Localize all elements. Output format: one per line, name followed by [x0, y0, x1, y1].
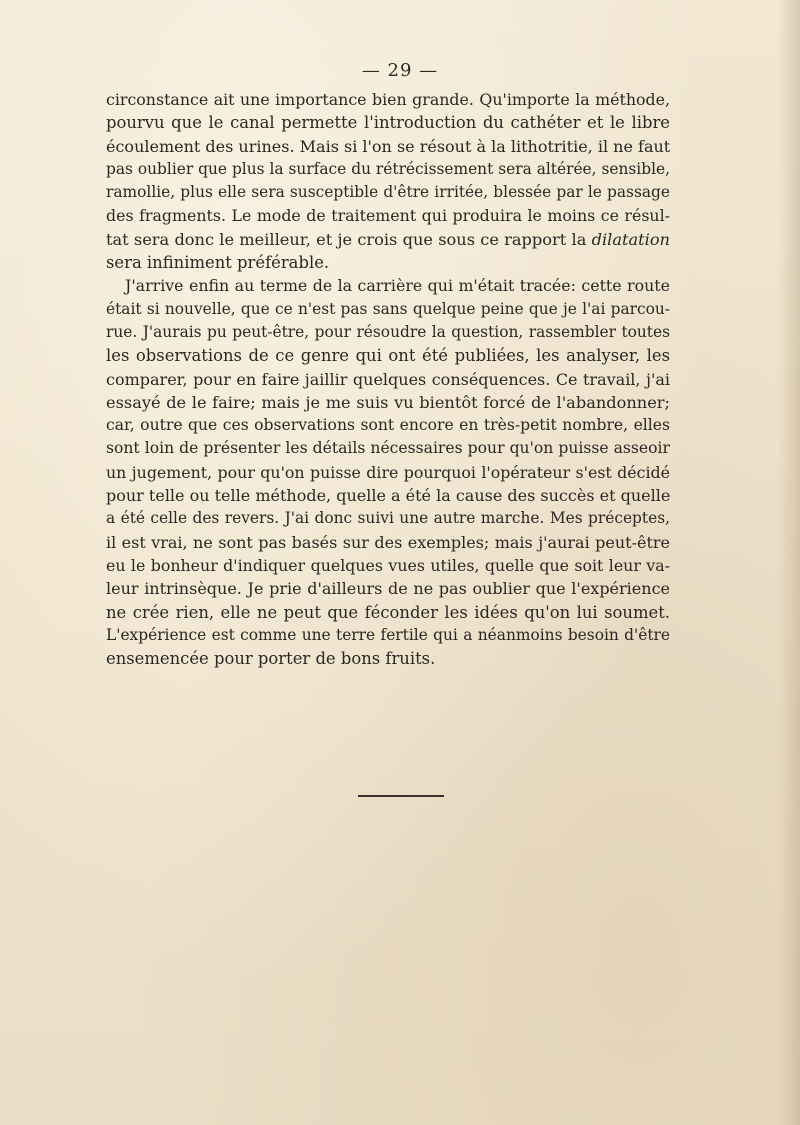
text-line: comparer, pour en faire jaillir quelques conséquences. Ce travail, j'ai — [106, 369, 670, 389]
page-edge-shadow — [778, 0, 800, 1125]
text-line: pourvu que le canal permette l'introduction du cathéter et le libre — [106, 113, 670, 133]
text-line: pour telle ou telle méthode, quelle a été la cause des succès et quelle — [106, 486, 671, 506]
emphasis-word: dilatation — [591, 229, 670, 249]
text-line: sera infiniment préférable. — [106, 253, 330, 273]
text-line: les observations de ce genre qui ont été publiées, les analyser, les — [106, 346, 670, 366]
text-line: pas oublier que plus la surface du rétrécissement sera altérée, sensible, — [106, 159, 670, 178]
text-line: L'expérience est comme une terre fertile qui a néanmoins besoin d'être — [106, 625, 670, 644]
text-line: a été celle des revers. J'ai donc suivi une autre marche. Mes préceptes, — [106, 509, 670, 528]
text-line: ramollie, plus elle sera susceptible d'être irritée, blessée par le passage — [106, 183, 670, 202]
text-line: sont loin de présenter les détails nécessaires pour qu'on puisse asseoir — [106, 439, 670, 458]
text-line: était si nouvelle, que ce n'est pas sans quelque peine que je l'ai parcou- — [106, 299, 670, 318]
end-rule-divider — [358, 795, 444, 797]
page-number: — 29 — — [361, 60, 439, 81]
text-line: rue. J'aurais pu peut-être, pour résoudre la question, rassembler toutes — [106, 322, 670, 341]
text-line: essayé de le faire; mais je me suis vu bientôt forcé de l'abandonner; — [106, 392, 670, 412]
text-segment: tat sera donc le meilleur, et je crois que sous ce rapport la — [106, 229, 587, 249]
text-line: J'arrive enfin au terme de la carrière qui m'était tracée: cette route — [125, 276, 670, 296]
text-line: il est vrai, ne sont pas basés sur des exemples; mais j'aurai peut-être — [106, 532, 670, 552]
text-line: des fragments. Le mode de traitement qui produira le moins ce résul- — [106, 206, 670, 226]
text-line: ne crée rien, elle ne peut que féconder les idées qu'on lui soumet. — [106, 602, 670, 622]
text-line: car, outre que ces observations sont encore en très-petit nombre, elles — [106, 416, 670, 435]
body-text — [106, 88, 670, 670]
text-line: circonstance ait une importance bien grande. Qu'importe la méthode, — [106, 90, 670, 109]
text-line: leur intrinsèque. Je prie d'ailleurs de ne pas oublier que l'expérience — [106, 579, 670, 599]
text-line-with-emphasis — [106, 228, 670, 251]
text-line: eu le bonheur d'indiquer quelques vues utiles, quelle que soit leur va- — [106, 555, 670, 575]
text-line: écoulement des urines. Mais si l'on se résout à la lithotritie, il ne faut — [106, 136, 671, 156]
text-line: ensemencée pour porter de bons fruits. — [106, 649, 436, 669]
text-line: un jugement, pour qu'on puisse dire pourquoi l'opérateur s'est décidé — [106, 462, 670, 482]
